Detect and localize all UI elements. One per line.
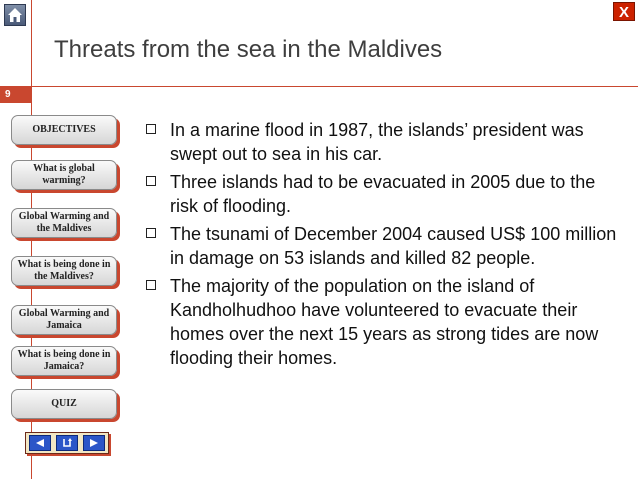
nav-jamaica-action-button[interactable]: What is being done in Jamaica? [11, 346, 117, 376]
nav-maldives-button[interactable]: Global Warming and the Maldives [11, 208, 117, 238]
slide-number: 9 [0, 86, 31, 103]
square-bullet-icon [146, 280, 156, 290]
page-title: Threats from the sea in the Maldives [54, 36, 443, 63]
return-icon [61, 437, 73, 449]
square-bullet-icon [146, 228, 156, 238]
nav-jamaica-button[interactable]: Global Warming and Jamaica [11, 305, 117, 335]
nav-quiz-button[interactable]: QUIZ [11, 389, 117, 419]
horizontal-divider [0, 86, 638, 87]
bullet-text: In a marine flood in 1987, the islands’ president was swept out to sea in his car. [170, 120, 584, 164]
nav-objectives-button[interactable]: OBJECTIVES [11, 115, 117, 145]
home-button[interactable] [4, 4, 26, 26]
next-slide-button[interactable] [83, 435, 105, 451]
slide-navigation-bar [25, 432, 109, 454]
bullet-list [146, 118, 624, 374]
arrow-right-icon [88, 438, 100, 448]
bullet-text: Three islands had to be evacuated in 2005 due to the risk of flooding. [170, 172, 596, 216]
square-bullet-icon [146, 176, 156, 186]
bullet-item [146, 222, 624, 270]
bullet-item [146, 170, 624, 218]
bullet-item [146, 118, 624, 166]
bullet-text: The majority of the population on the island of Kandholhudhoo have volunteered to evacuate their homes over the next 15 years as strong tides are now flooding their homes. [170, 276, 599, 368]
bullet-text: The tsunami of December 2004 caused US$ 100 million in damage on 53 islands and killed 82 people. [170, 224, 617, 268]
square-bullet-icon [146, 124, 156, 134]
home-icon [7, 7, 23, 23]
close-button[interactable]: X [613, 2, 635, 21]
bullet-item [146, 274, 624, 370]
arrow-left-icon [34, 438, 46, 448]
return-button[interactable] [56, 435, 78, 451]
previous-slide-button[interactable] [29, 435, 51, 451]
nav-global-warming-button[interactable]: What is global warming? [11, 160, 117, 190]
nav-maldives-action-button[interactable]: What is being done in the Maldives? [11, 256, 117, 286]
